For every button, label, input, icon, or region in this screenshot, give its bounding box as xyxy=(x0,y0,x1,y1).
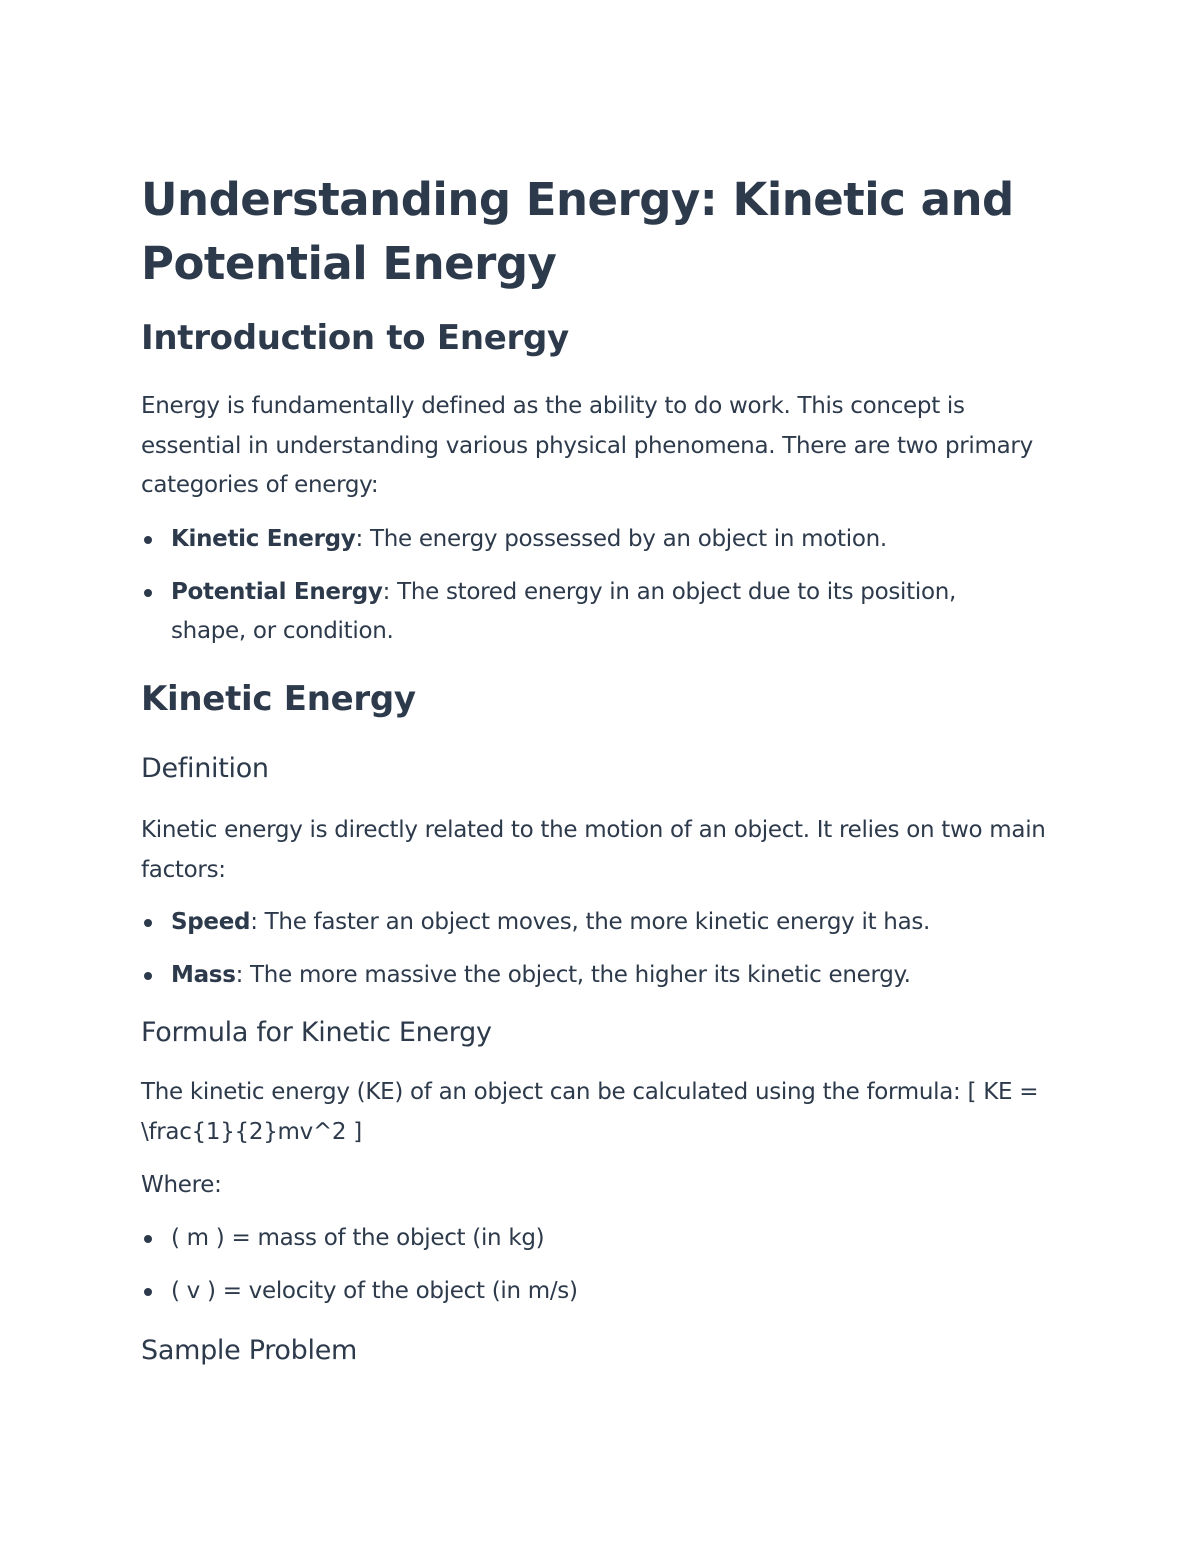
variables-list xyxy=(141,1219,1061,1311)
list-item-separator: : xyxy=(355,526,363,552)
list-item-separator: : xyxy=(382,578,391,605)
list-item xyxy=(141,956,1061,996)
list-item-term: Kinetic Energy xyxy=(171,526,356,552)
bullet-icon xyxy=(144,536,152,544)
list-item-text: ( m ) = mass of the object (in kg) xyxy=(171,1225,545,1251)
section-heading-introduction: Introduction to Energy xyxy=(141,318,569,358)
list-item-term: Potential Energy xyxy=(171,578,383,605)
bullet-icon xyxy=(144,919,152,927)
energy-types-list xyxy=(141,520,1061,652)
list-item-text: ( v ) = velocity of the object (in m/s) xyxy=(171,1277,578,1304)
subsection-heading-definition: Definition xyxy=(141,753,269,784)
list-item-term: Speed xyxy=(171,909,251,935)
bullet-icon xyxy=(144,1288,152,1296)
list-item xyxy=(141,573,1031,652)
list-item-separator: : xyxy=(250,909,258,935)
intro-paragraph: Energy is fundamentally defined as the ability to do work. This concept is essential in understanding various physical phenomena. There are two primary categories of energy: xyxy=(141,393,1033,498)
page-title: Understanding Energy: Kinetic and Potential Energy xyxy=(141,173,1014,290)
formula-paragraph: The kinetic energy (KE) of an object can be calculated using the formula: [ KE = \frac{1}{2}mv^2 ] xyxy=(141,1079,1039,1145)
bullet-icon xyxy=(144,972,152,980)
list-item-text: The faster an object moves, the more kinetic energy it has. xyxy=(257,909,931,935)
subsection-heading-formula: Formula for Kinetic Energy xyxy=(141,1017,492,1048)
list-item xyxy=(141,903,1061,943)
list-item xyxy=(141,1272,1061,1312)
list-item xyxy=(141,1219,1061,1259)
definition-paragraph: Kinetic energy is directly related to the motion of an object. It relies on two main factors: xyxy=(141,817,1046,883)
subsection-heading-sample-problem: Sample Problem xyxy=(141,1335,358,1366)
list-item-text: The stored energy in an object due to its position, shape, or condition. xyxy=(171,578,956,644)
list-item-term: Mass xyxy=(171,961,236,988)
section-heading-kinetic-energy: Kinetic Energy xyxy=(141,679,416,719)
where-label: Where: xyxy=(141,1172,222,1198)
list-item-text: The energy possessed by an object in motion. xyxy=(362,526,887,552)
factors-list xyxy=(141,903,1061,995)
bullet-icon xyxy=(144,1235,152,1243)
bullet-icon xyxy=(144,589,152,597)
list-item-separator: : xyxy=(235,961,244,988)
list-item xyxy=(141,520,1061,560)
list-item-text: The more massive the object, the higher its kinetic energy. xyxy=(243,961,911,988)
